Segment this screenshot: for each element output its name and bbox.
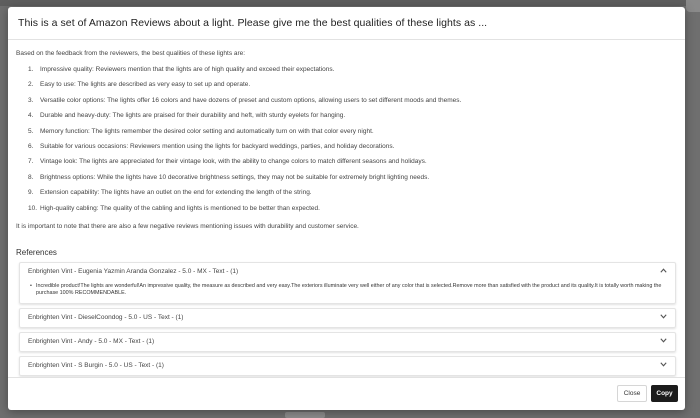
references-heading: References [16,247,57,257]
reference-review-list [30,283,665,297]
chevron-down-icon[interactable] [660,314,667,321]
reference-accordion-item [19,262,676,304]
list-item-number: 6. [28,142,34,150]
background-button [686,0,700,12]
reference-review-text: • Incredible product!The lights are wonderful!An impressive quality, the measure as described and very easy.The exteriors illuminate very well either of any color that is selected.Remove more than satisfied with the product and its quality.It is totally worth making the purchase 100% RECOMMENDABLE. [30,283,665,297]
list-item [16,127,677,142]
chevron-up-icon[interactable] [660,268,667,275]
list-item [16,188,677,203]
chevron-down-icon[interactable] [660,362,667,369]
list-item-number: 10. [28,204,38,212]
answer-dialog [8,7,685,410]
reference-title: Enbrighten Vint - Andy - 5.0 - MX - Text - (1) [28,338,155,346]
list-item-number: 5. [28,127,34,135]
dialog-footer [8,377,685,410]
list-item-number: 9. [28,189,34,197]
list-item-number: 4. [28,112,34,120]
reference-accordion-header[interactable] [20,263,675,281]
answer-outro: It is important to note that there are also a few negative reviews mentioning issues with durability and customer service. [16,222,359,230]
list-item-text: Vintage look: The lights are appreciated for their vintage look, with the ability to change colors to match different seasons and holidays. [40,158,427,166]
list-item [16,142,677,157]
close-button[interactable]: Close [617,385,647,402]
dialog-title: This is a set of Amazon Reviews about a light. Please give me the best qualities of these lights as ... [18,17,488,29]
list-item [16,65,677,80]
list-item-number: 3. [28,96,34,104]
chevron-down-icon[interactable] [660,338,667,345]
list-item [16,96,677,111]
reference-accordion-header[interactable] [20,309,675,327]
answer-intro: Based on the feedback from the reviewers, the best qualities of these lights are: [16,50,246,57]
list-item-text: High-quality cabling: The quality of the cabling and lights is mentioned to be better than expected. [40,204,320,212]
list-item [16,111,677,126]
qualities-list [16,65,677,219]
reference-content [20,281,675,303]
background-text [285,412,325,418]
list-item-text: Versatile color options: The lights offer 16 colors and have dozens of preset and custom options, allowing users to set different moods and themes. [40,96,462,104]
list-item-text: Durable and heavy-duty: The lights are praised for their durability and heft, with sturdy eyelets for hanging. [40,112,346,120]
reference-accordion-item [19,332,676,352]
list-item-text: Easy to use: The lights are described as very easy to set up and operate. [40,81,251,89]
reference-accordion-header[interactable] [20,333,675,351]
list-item [16,173,677,188]
list-item-number: 8. [28,173,34,181]
list-item [16,204,677,219]
dialog-body[interactable] [8,41,685,377]
reference-accordion-item [19,308,676,328]
dialog-header [8,7,685,40]
reference-title: Enbrighten Vint - Eugenia Yazmin Aranda Gonzalez - 5.0 - MX - Text - (1) [28,268,239,276]
reference-accordion-header[interactable] [20,357,675,375]
list-item-text: Memory function: The lights remember the desired color setting and automatically turn on with that color every night. [40,127,374,135]
list-item-number: 7. [28,158,34,166]
list-item-number: 2. [28,81,34,89]
reference-title: Enbrighten Vint - DieselCoondog - 5.0 - US - Text - (1) [28,314,184,322]
list-item-text: Impressive quality: Reviewers mention that the lights are of high quality and exceed their expectations. [40,66,335,73]
list-item-text: Brightness options: While the lights have 10 decorative brightness settings, they may not be suitable for extremely bright lighting needs. [40,173,430,181]
copy-button[interactable]: Copy [651,385,678,402]
list-item-text: Extension capability: The lights have an outlet on the end for extending the length of the string. [40,189,312,197]
list-item-number: 1. [28,66,34,73]
list-item-text: Suitable for various occasions: Reviewers mention using the lights for backyard weddings, parties, and holiday decorations. [40,142,395,150]
page-backdrop-top [0,0,700,6]
list-item [16,80,677,95]
reference-accordion-item [19,356,676,376]
reference-title: Enbrighten Vint - S Burgin - 5.0 - US - Text - (1) [28,362,164,370]
list-item [16,157,677,172]
